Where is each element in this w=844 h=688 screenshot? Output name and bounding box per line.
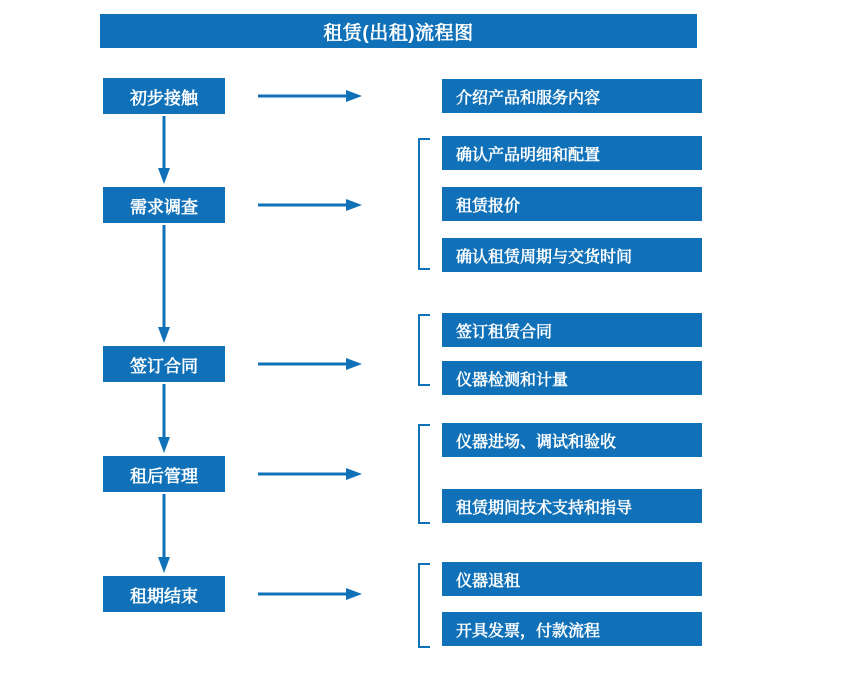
page-title: 租赁(出租)流程图 xyxy=(100,14,697,48)
vertical-arrow-1 xyxy=(157,116,171,186)
detail-box-2-2[interactable]: 租赁报价 xyxy=(442,187,702,221)
vertical-arrow-4 xyxy=(157,494,171,575)
horizontal-arrow-4 xyxy=(258,467,364,481)
stage-box-2[interactable]: 需求调查 xyxy=(103,187,225,223)
horizontal-arrow-5 xyxy=(258,587,364,601)
detail-box-2-1[interactable]: 确认产品明细和配置 xyxy=(442,136,702,170)
detail-box-3-1[interactable]: 签订租赁合同 xyxy=(442,313,702,347)
stage-box-1[interactable]: 初步接触 xyxy=(103,78,225,114)
vertical-arrow-3 xyxy=(157,384,171,455)
stage-box-3[interactable]: 签订合同 xyxy=(103,346,225,382)
horizontal-arrow-2 xyxy=(258,198,364,212)
bracket-group-2 xyxy=(418,138,430,270)
detail-box-5-1[interactable]: 仪器退租 xyxy=(442,562,702,596)
bracket-group-3 xyxy=(418,314,430,386)
horizontal-arrow-3 xyxy=(258,357,364,371)
bracket-group-5 xyxy=(418,563,430,648)
vertical-arrow-2 xyxy=(157,225,171,345)
bracket-group-4 xyxy=(418,424,430,524)
detail-box-4-1[interactable]: 仪器进场、调试和验收 xyxy=(442,423,702,457)
stage-box-5[interactable]: 租期结束 xyxy=(103,576,225,612)
horizontal-arrow-1 xyxy=(258,89,364,103)
detail-box-5-2[interactable]: 开具发票，付款流程 xyxy=(442,612,702,646)
detail-box-3-2[interactable]: 仪器检测和计量 xyxy=(442,361,702,395)
detail-box-2-3[interactable]: 确认租赁周期与交货时间 xyxy=(442,238,702,272)
stage-box-4[interactable]: 租后管理 xyxy=(103,456,225,492)
detail-box-4-2[interactable]: 租赁期间技术支持和指导 xyxy=(442,489,702,523)
detail-box-1-1[interactable]: 介绍产品和服务内容 xyxy=(442,79,702,113)
